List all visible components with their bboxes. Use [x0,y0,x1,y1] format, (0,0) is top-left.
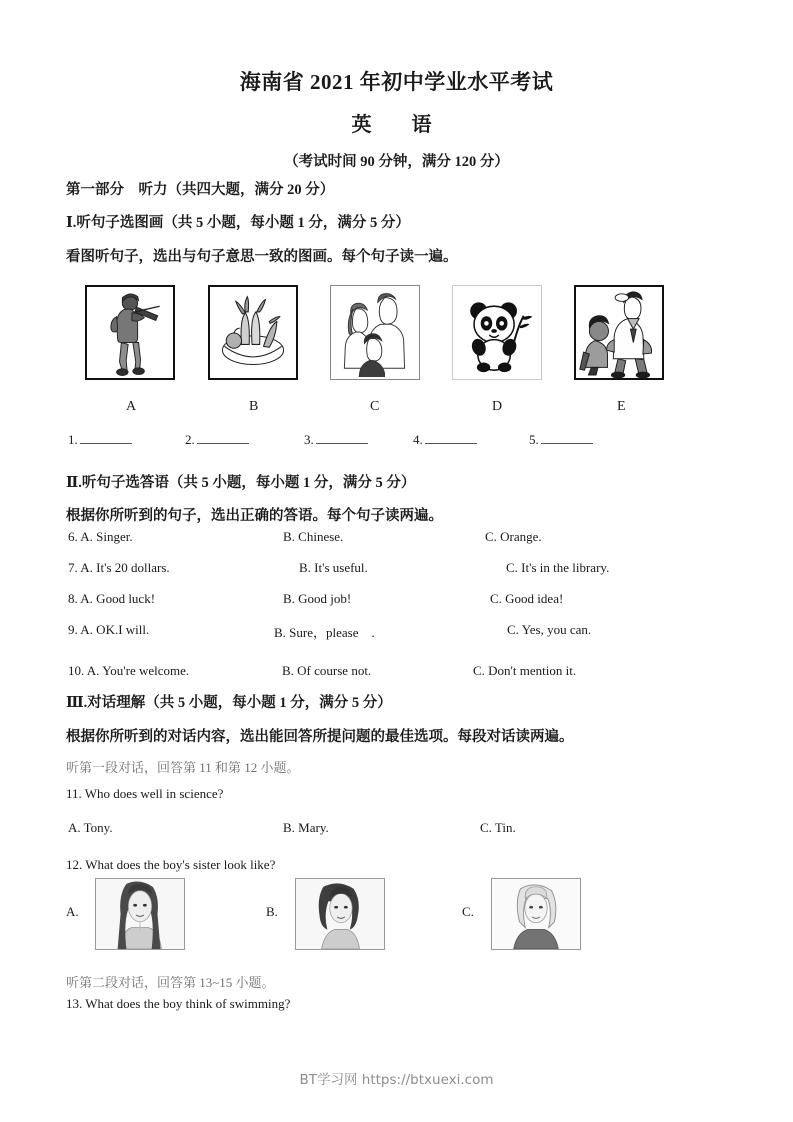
picture-label-e: E [617,399,626,414]
dialogue-2-note: 听第二段对话，回答第 13~15 小题。 [66,975,275,990]
question-7-row [66,560,746,578]
question-7-option-c[interactable]: C. It's in the library. [506,560,610,575]
question-9-number: 9. [68,622,78,637]
site-watermark: BT学习网 https://btxuexi.com [299,1072,494,1088]
answer-blank-3[interactable] [304,431,368,448]
picture-option-b [208,285,298,380]
question-6-option-b[interactable]: B. Chinese. [283,529,344,544]
woman-light-hair-photo[interactable] [491,878,581,950]
picture-strip [66,285,726,381]
question-7-number: 7. [68,560,78,575]
question-8-number: 8. [68,591,78,606]
woman-long-dark-hair-icon [96,879,184,949]
question-6-row [66,529,746,547]
answer-blank-4[interactable] [413,431,477,448]
question-9-option-c[interactable]: C. Yes, you can. [507,622,592,637]
question-11-option-b[interactable]: B. Mary. [283,820,329,835]
blank-number-4: 4. [413,432,423,447]
picture-option-c [330,285,420,380]
question-8-number-and-option-a[interactable] [68,591,155,607]
question-11-option-c[interactable]: C. Tin. [480,820,516,835]
question-8-option-b[interactable]: B. Good job! [283,591,352,606]
woman-medium-dark-hair-icon [296,879,384,949]
question-10-number-and-option-a[interactable] [68,663,189,679]
blank-line-2[interactable] [197,431,249,444]
page-title: 海南省 2021 年初中学业水平考试 [239,70,554,94]
question-9-option-b[interactable]: B. Sure，please . [274,625,375,640]
picture-label-b: B [249,399,259,414]
exam-info: （考试时间 90 分钟，满分 120 分） [284,154,509,170]
blank-number-1: 1. [68,432,78,447]
question-10-option-a[interactable]: A. You're welcome. [86,663,190,678]
question-7-option-b[interactable]: B. It's useful. [299,560,368,575]
answer-blank-2[interactable] [185,431,249,448]
question-10-number: 10. [68,663,85,678]
question-10-row [66,663,746,681]
question-11-option-a[interactable]: A. Tony. [68,820,113,835]
picture-label-a: A [126,399,137,414]
blank-line-1[interactable] [80,431,132,444]
question-8-option-c[interactable]: C. Good idea! [490,591,564,606]
question-12-label-a: A. [66,904,79,919]
question-12-label-b: B. [266,904,278,919]
question-12-label-c: C. [462,904,474,919]
question-6-option-a[interactable]: A. Singer. [80,529,133,544]
woman-light-hair-icon [492,879,580,949]
question-11-stem: 11. Who does well in science? [66,786,224,801]
question-8-row [66,591,746,609]
question-6-number-and-option-a[interactable] [68,529,133,545]
dialogue-1-note: 听第一段对话，回答第 11 和第 12 小题。 [66,760,300,775]
vegetables-basket-icon [210,287,296,378]
violin-player-icon [87,287,173,378]
question-9-row [66,622,746,640]
section-2-heading: Ⅱ.听句子选答语（共 5 小题，每小题 1 分，满分 5 分） [66,475,416,491]
blank-number-3: 3. [304,432,314,447]
question-7-option-a[interactable]: A. It's 20 dollars. [80,560,170,575]
picture-option-a [85,285,175,380]
section-3-instruction: 根据你所听到的对话内容，选出能回答所提问题的最佳选项。每段对话读两遍。 [66,729,574,745]
section-1-heading: Ⅰ.听句子选图画（共 5 小题，每小题 1 分，满分 5 分） [66,215,410,231]
blank-number-5: 5. [529,432,539,447]
family-portrait-icon [331,286,417,377]
question-9-number-and-option-a[interactable] [68,622,149,638]
doctor-patient-icon [576,287,662,378]
question-13-stem: 13. What does the boy think of swimming? [66,996,291,1011]
woman-long-dark-hair-photo[interactable] [95,878,185,950]
question-6-option-c[interactable]: C. Orange. [485,529,542,544]
picture-label-row [66,399,726,419]
section-1-instruction: 看图听句子，选出与句子意思一致的图画。每个句子读一遍。 [66,249,458,265]
picture-option-e [574,285,664,380]
question-6-number: 6. [68,529,78,544]
blank-line-5[interactable] [541,431,593,444]
question-11-options-row [66,820,746,838]
section-3-heading: Ⅲ.对话理解（共 5 小题，每小题 1 分，满分 5 分） [66,695,392,711]
question-10-option-b[interactable]: B. Of course not. [282,663,372,678]
panda-icon [453,286,539,377]
part-one-heading: 第一部分 听力（共四大题，满分 20 分） [66,182,335,198]
answer-blank-1[interactable] [68,431,132,448]
picture-label-d: D [492,399,503,414]
question-12-photo-strip [66,878,726,952]
section-2-instruction: 根据你所听到的句子，选出正确的答语。每个句子读两遍。 [66,508,443,524]
subject-title: 英 语 [351,114,442,136]
question-7-number-and-option-a[interactable] [68,560,170,576]
blank-line-3[interactable] [316,431,368,444]
question-10-option-c[interactable]: C. Don't mention it. [473,663,577,678]
picture-option-d [452,285,542,380]
woman-medium-dark-hair-photo[interactable] [295,878,385,950]
question-9-option-a[interactable]: A. OK.I will. [80,622,150,637]
blank-line-4[interactable] [425,431,477,444]
answer-blank-row [66,431,706,451]
answer-blank-5[interactable] [529,431,593,448]
blank-number-2: 2. [185,432,195,447]
question-12-stem: 12. What does the boy's sister look like? [66,857,276,872]
question-8-option-a[interactable]: A. Good luck! [80,591,156,606]
picture-label-c: C [370,399,380,414]
